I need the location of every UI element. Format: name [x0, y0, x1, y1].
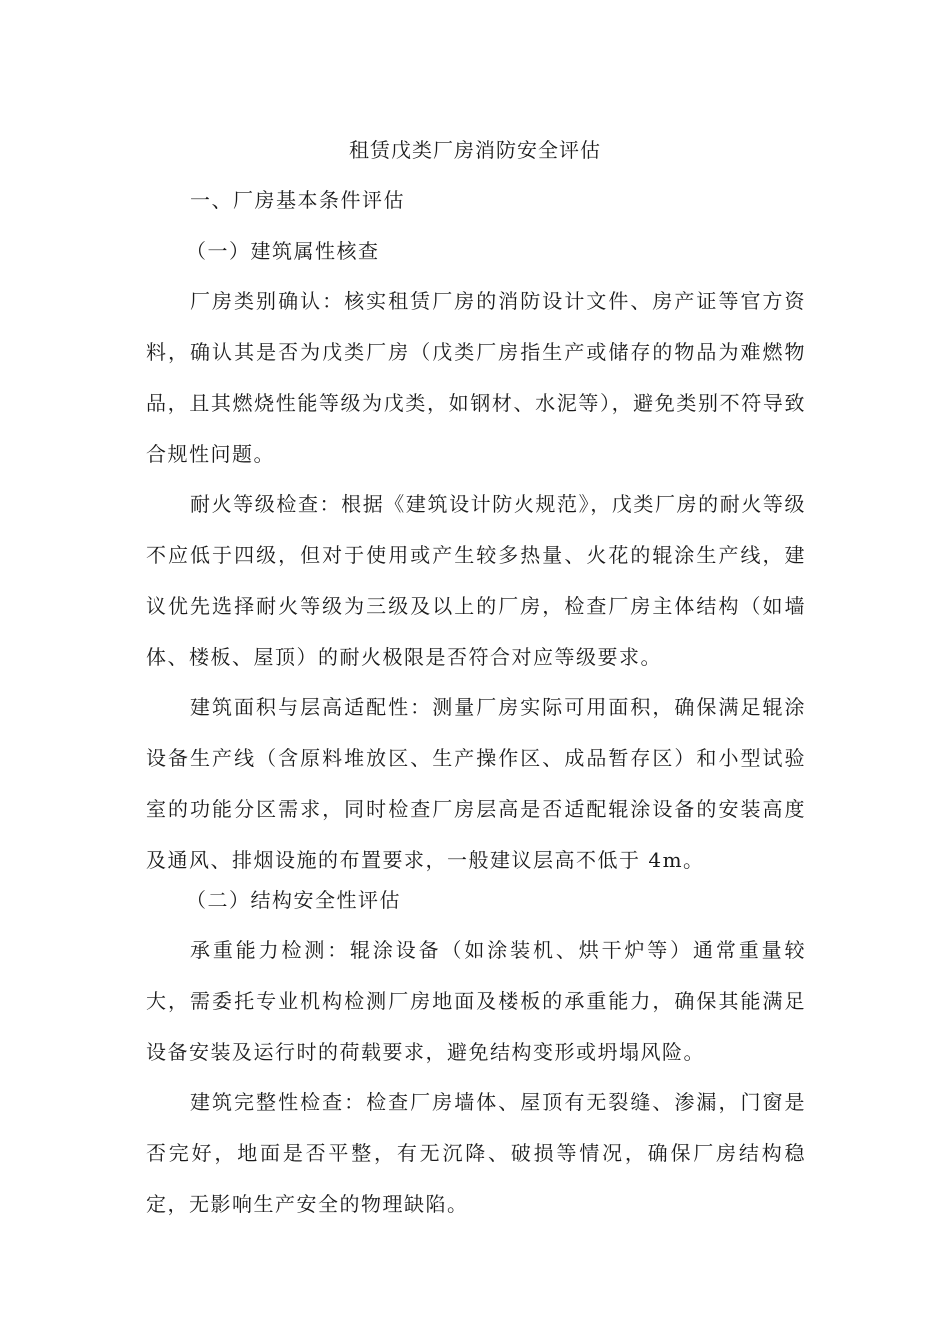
paragraph-area-height: 建筑面积与层高适配性：测量厂房实际可用面积，确保满足辊涂设备生产线（含原料堆放区、生产操作区、成品暂存区）和小型试验室的功能分区需求，同时检查厂房层高是否适配辊涂设备的安装高度及通风、排烟设施的布置要求，一般建议层高不低于 4m。 [146, 695, 806, 872]
paragraph-fire-resistance: 耐火等级检查：根据《建筑设计防火规范》，戊类厂房的耐火等级不应低于四级，但对于使用或产生较多热量、火花的辊涂生产线，建议优先选择耐火等级为三级及以上的厂房，检查厂房主体结构（如墙体、楼板、屋顶）的耐火极限是否符合对应等级要求。 [146, 492, 806, 669]
paragraph-factory-category: 厂房类别确认：核实租赁厂房的消防设计文件、房产证等官方资料，确认其是否为戊类厂房（戊类厂房指生产或储存的物品为难燃物品，且其燃烧性能等级为戊类，如钢材、水泥等），避免类别不符导致合规性问题。 [146, 289, 806, 466]
paragraph-building-integrity: 建筑完整性检查：检查厂房墙体、屋顶有无裂缝、渗漏，门窗是否完好，地面是否平整，有无沉降、破损等情况，确保厂房结构稳定，无影响生产安全的物理缺陷。 [146, 1090, 806, 1216]
subsection-heading-2: （二）结构安全性评估 [186, 888, 401, 912]
document-title: 租赁戊类厂房消防安全评估 [349, 138, 601, 162]
subsection-heading-1: （一）建筑属性核查 [186, 239, 380, 263]
section-heading-1: 一、厂房基本条件评估 [190, 188, 405, 212]
paragraph-load-capacity: 承重能力检测：辊涂设备（如涂装机、烘干炉等）通常重量较大，需委托专业机构检测厂房地面及楼板的承重能力，确保其能满足设备安装及运行时的荷载要求，避免结构变形或坍塌风险。 [146, 938, 806, 1064]
